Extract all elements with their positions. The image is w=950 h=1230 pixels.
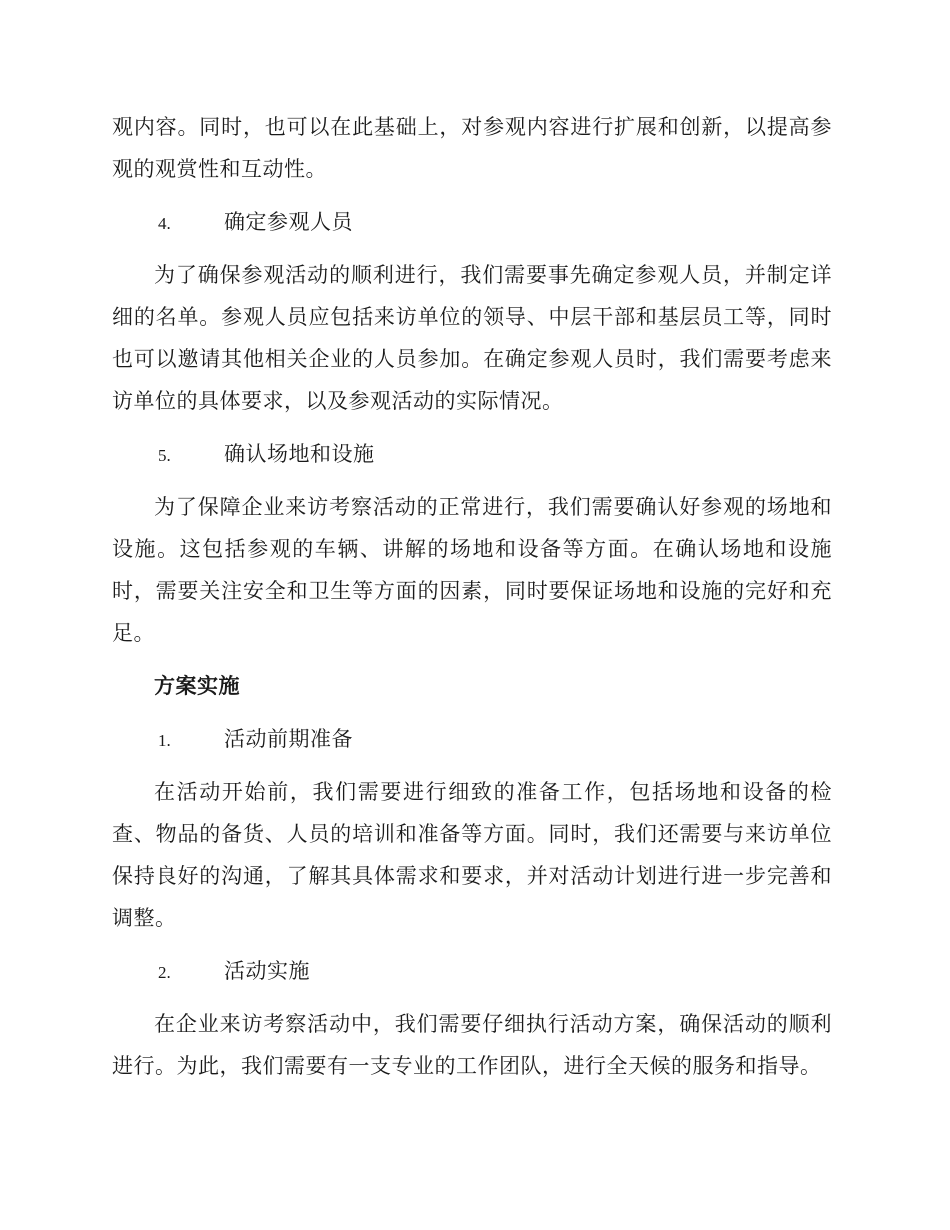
document-page: [112, 106, 832, 1098]
list-title: 活动实施: [224, 959, 310, 983]
list-number: 2.: [158, 963, 171, 982]
paragraph: 为了保障企业来访考察活动的正常进行，我们需要确认好参观的场地和设施。这包括参观的车辆、讲解的场地和设备等方面。在确认场地和设施时，需要关注安全和卫生等方面的因素，同时要保证场地和设施的完好和充足。: [112, 495, 832, 645]
list-number: 5.: [158, 446, 171, 465]
list-item-2: [112, 950, 832, 992]
list-title: 确定参观人员: [224, 210, 353, 234]
list-number: 4.: [158, 214, 171, 233]
list-number: 1.: [158, 731, 171, 750]
list-item-4: [112, 201, 832, 243]
paragraph: 观内容。同时，也可以在此基础上，对参观内容进行扩展和创新，以提高参观的观赏性和互动性。: [112, 115, 832, 181]
list-item-1: [112, 718, 832, 760]
paragraph: 在活动开始前，我们需要进行细致的准备工作，包括场地和设备的检查、物品的备货、人员的培训和准备等方面。同时，我们还需要与来访单位保持良好的沟通，了解其具体需求和要求，并对活动计划进行进一步完善和调整。: [112, 780, 832, 930]
list-title: 活动前期准备: [224, 727, 353, 751]
list-title: 确认场地和设施: [224, 442, 375, 466]
section-heading: 方案实施: [154, 673, 240, 698]
list-item-5: [112, 433, 832, 475]
paragraph: 在企业来访考察活动中，我们需要仔细执行活动方案，确保活动的顺利进行。为此，我们需要有一支专业的工作团队，进行全天候的服务和指导。: [112, 1012, 832, 1078]
paragraph: 为了确保参观活动的顺利进行，我们需要事先确定参观人员，并制定详细的名单。参观人员应包括来访单位的领导、中层干部和基层员工等，同时也可以邀请其他相关企业的人员参加。在确定参观人员时，我们需要考虑来访单位的具体要求，以及参观活动的实际情况。: [112, 263, 832, 413]
